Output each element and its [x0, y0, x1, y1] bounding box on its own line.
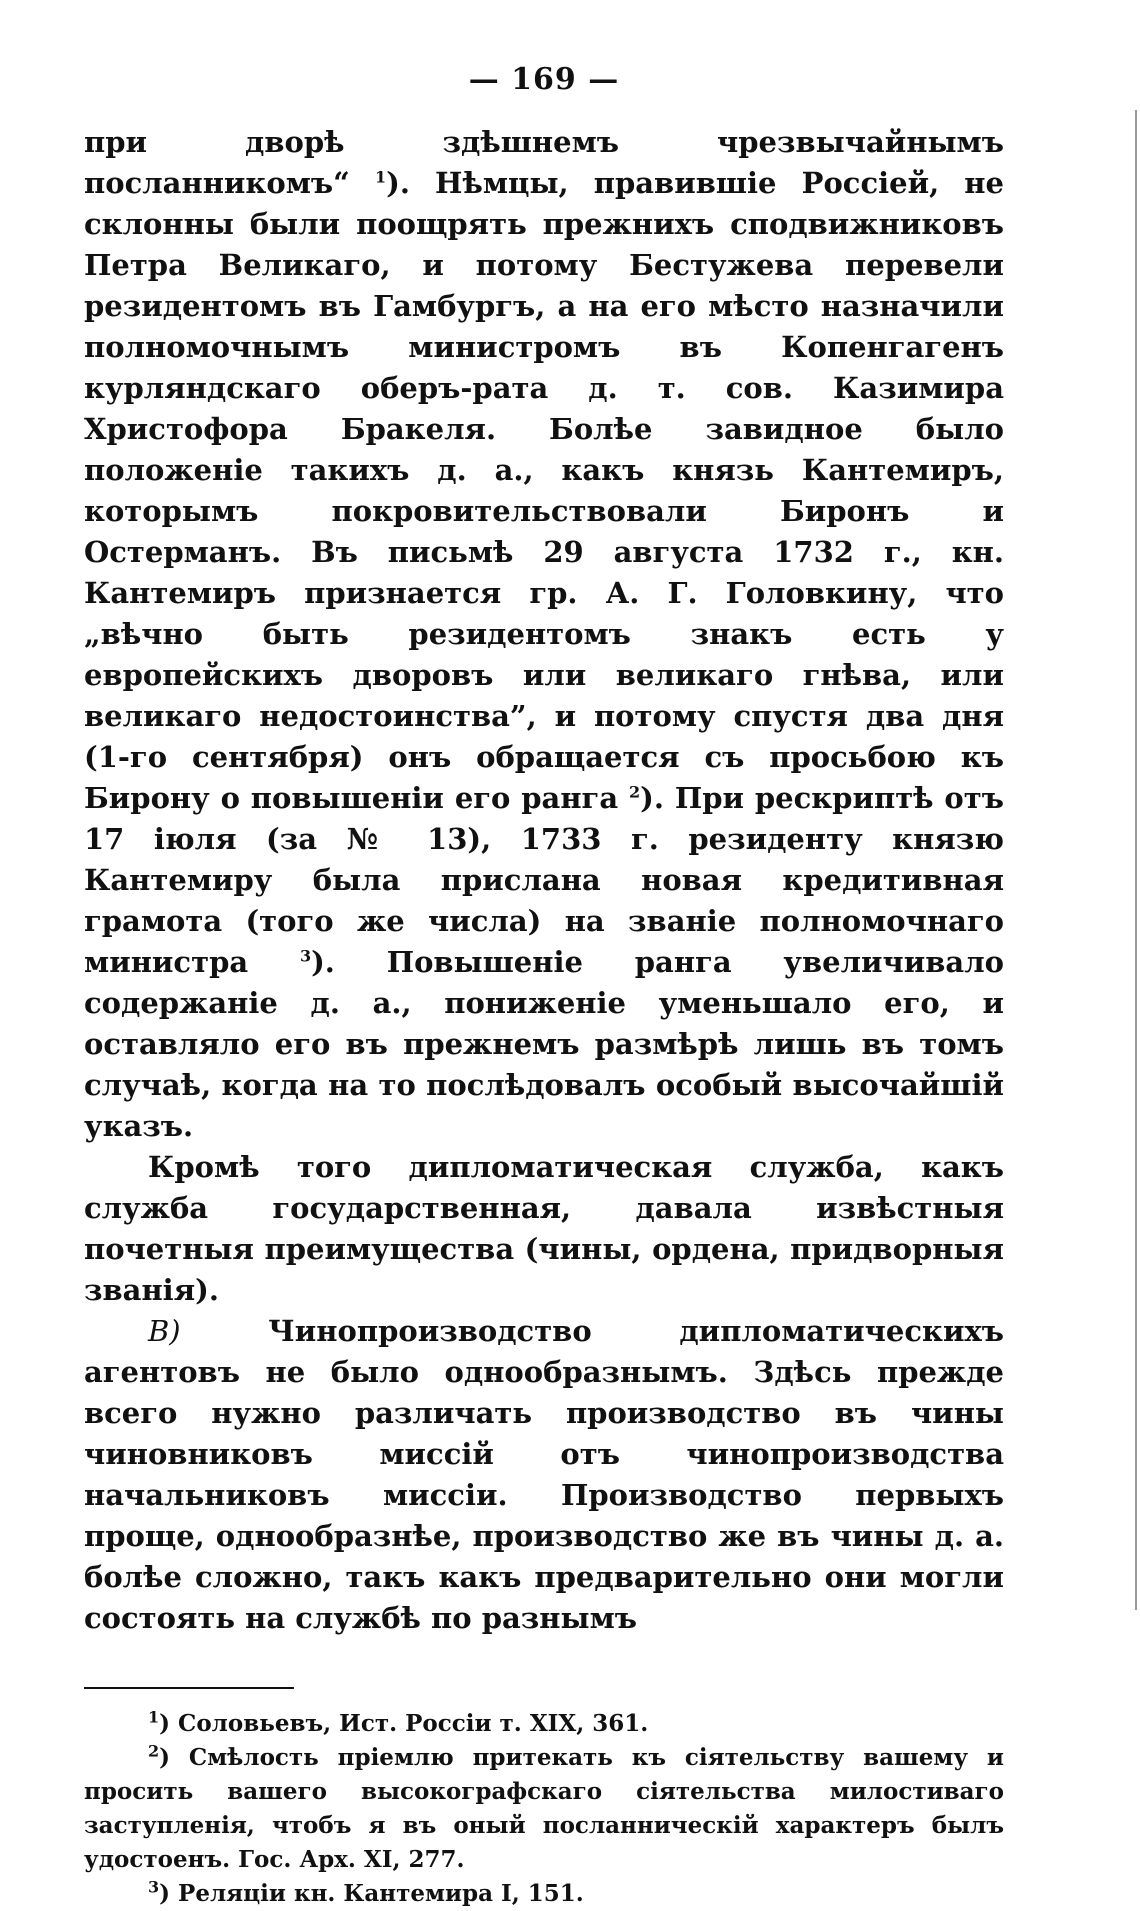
paragraph-2: Кромѣ того дипломатическая служба, какъ служба государственная, давала извѣстныя почетныя преимущества (чины, ордена, придворныя званія). [84, 1150, 1004, 1307]
paragraph-3-text: Чинопроизводство дипломатическихъ агентовъ не было однообразнымъ. Здѣсь прежде всего нужно различать производство въ чины чиновниковъ миссій отъ чинопроизводства начальниковъ миссіи. Производство первыхъ проще, однообразнѣе, производство же въ чины д. а. болѣе сложно, такъ какъ предварительно они могли состоять на службѣ по разнымъ [84, 1314, 1004, 1635]
paragraph-1-part-1: при дворѣ здѣшнемъ чрезвычайнымъ посланникомъ“ [84, 125, 1004, 200]
right-edge-mark [1135, 110, 1137, 1610]
paragraph-1-part-4: ). Повышеніе ранга увеличивало содержаніе д. а., пониженіе уменьшало его, и оставляло его въ прежнемъ размѣрѣ лишь въ томъ случаѣ, когда на то послѣдовалъ особый высочайшій указъ. [84, 945, 1004, 1143]
footnote-3-text: ) Реляціи кн. Кантемира I, 151. [159, 1880, 584, 1907]
footnote-ref-3: 3 [299, 946, 312, 966]
page-number: — 169 — [468, 62, 620, 97]
book-page [84, 60, 1004, 1911]
footnote-3 [84, 1877, 1004, 1911]
footnote-1 [84, 1707, 1004, 1741]
paragraph-1-part-3: ). При рескриптѣ отъ 17 іюля (за № 13), 1733 г. резиденту князю Кантемиру была прислана новая кредитивная грамота (того же числа) на званіе полномочнаго министра [84, 781, 1004, 979]
footnote-2 [84, 1741, 1004, 1877]
footnote-divider [84, 1687, 294, 1689]
paragraph-1-part-2: ). Нѣмцы, правившіе Россіей, не склонны были поощрять прежнихъ сподвижниковъ Петра Великаго, и потому Бестужева перевели резидентомъ въ Гамбургъ, а на его мѣсто назначили полномочнымъ министромъ въ Копенгагенъ курляндскаго оберъ-рата д. т. сов. Казимира Христофора Бракеля. Болѣе завидное было положеніе такихъ д. а., какъ князь Кантемиръ, которымъ покровительствовали Биронъ и Остерманъ. Въ письмѣ 29 августа 1732 г., кн. Кантемиръ признается гр. А. Г. Головкину, что „вѣчно быть резидентомъ знакъ есть у европейскихъ дворовъ или великаго гнѣва, или великаго недостоинства”, и потому спустя два дня (1-го сентября) онъ обращается съ просьбою къ Бирону о повышеніи его ранга [84, 166, 1004, 815]
footnote-ref-2: 2 [628, 782, 641, 802]
footnote-1-number: 1 [148, 1707, 160, 1727]
paragraph-1 [84, 122, 1004, 1147]
footnote-3-number: 3 [148, 1877, 160, 1897]
footnote-ref-1: 1 [374, 167, 387, 187]
footnote-2-text: ) Смѣлость пріемлю притекать къ сіятельству вашему и просить вашего высокографскаго сіятельства милостиваго заступленія, чтобъ я въ оный посланническій характеръ былъ удостоенъ. Гос. Арх. XI, 277. [84, 1744, 1004, 1873]
footnote-2-number: 2 [148, 1741, 160, 1761]
footnote-1-text: ) Соловьевъ, Ист. Россіи т. XIX, 361. [159, 1710, 649, 1737]
section-mark: В) [148, 1314, 181, 1348]
paragraph-3 [84, 1311, 1004, 1639]
body-text [84, 122, 1004, 1639]
